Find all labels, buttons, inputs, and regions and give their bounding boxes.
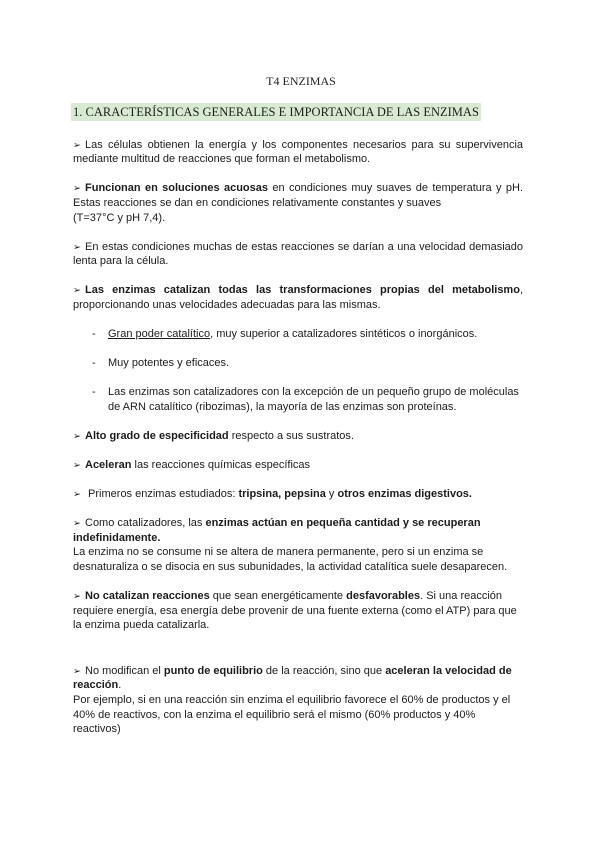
- bold-text: Las enzimas catalizan todas las transformaciones propias del metabolismo: [85, 284, 520, 297]
- paragraph-text: . Si una reacción requiere energía, esa energía debe provenir de una fuente externa (como el ATP) para que la enzima pueda catalizarla.: [73, 590, 517, 632]
- paragraph-enzymes-catalyze: [73, 283, 523, 312]
- bold-text: enzimas actúan en pequeña cantidad y se recuperan indefinidamente.: [73, 517, 481, 544]
- paragraph-specificity: [73, 429, 523, 444]
- bold-text: desfavorables: [346, 590, 421, 603]
- paragraph-equilibrium: [73, 664, 523, 737]
- paragraph-aqueous-solutions: [73, 181, 523, 225]
- bold-text: Aceleran: [85, 459, 132, 471]
- paragraph-catalysts-recovered: [73, 516, 523, 574]
- paragraph-text: Por ejemplo, si en una reacción sin enzima el equilibrio favorece el 60% de productos y el 40% de reactivos, con la enzima el equilibrio será el mismo (60% productos y 40% reactivos): [73, 694, 511, 736]
- paragraph-metabolism: [73, 138, 523, 167]
- dash-bullet: -: [92, 357, 96, 370]
- paragraph-text: .: [118, 679, 122, 692]
- arrow-bullet-icon: ➢: [73, 241, 81, 253]
- paragraph-text: y: [325, 488, 338, 501]
- dash-bullet: -: [92, 386, 96, 399]
- document-page: [73, 74, 523, 751]
- paragraph-text: que sean energéticamente: [209, 590, 347, 603]
- bold-text: punto de equilibrio: [163, 664, 263, 677]
- dash-bullet: -: [92, 328, 96, 341]
- list-item-text: , muy superior a catalizadores sintéticos o inorgánicos.: [210, 328, 478, 341]
- paragraph-text: Como catalizadores, las: [85, 517, 206, 530]
- list-item-potent: [73, 356, 523, 371]
- arrow-bullet-icon: ➢: [73, 460, 81, 471]
- paragraph-unfavorable-reactions: [73, 589, 523, 633]
- paragraph-text: La enzima no se consume ni se altera de manera permanente, pero si un enzima se desnaturaliza o se disocia en sus subunidades, la actividad catalítica suele desaparecen.: [73, 546, 508, 573]
- list-item-catalytic-power: [73, 327, 523, 342]
- arrow-bullet-icon: ➢: [73, 591, 81, 603]
- arrow-bullet-icon: ➢: [73, 489, 81, 501]
- paragraph-slow-reactions: [73, 240, 523, 269]
- bold-text: otros enzimas digestivos.: [337, 488, 472, 501]
- list-item-ribozymes: [73, 385, 523, 414]
- paragraph-text: (T=37°C y pH 7,4).: [73, 211, 166, 224]
- arrow-bullet-icon: ➢: [73, 285, 81, 297]
- paragraph-first-enzymes: [73, 487, 523, 502]
- paragraph-text: respecto a sus sustratos.: [228, 429, 354, 442]
- paragraph-text: Las células obtienen la energía y los componentes necesarios para su supervivencia mediante multitud de reacciones que forman el metabolismo.: [73, 138, 523, 166]
- arrow-bullet-icon: ➢: [73, 518, 81, 530]
- paragraph-text: , proporcionando unas velocidades adecuadas para las mismas.: [73, 284, 523, 311]
- bold-text: tripsina, pepsina: [238, 488, 326, 501]
- paragraph-text: en condiciones muy suaves de temperatura y pH. Estas reacciones se dan en condiciones relativamente constantes y suaves: [73, 182, 523, 209]
- paragraph-text: de la reacción, sino que: [262, 664, 386, 677]
- paragraph-text: En estas condiciones muchas de estas reacciones se darían a una velocidad demasiado lenta para la célula.: [73, 240, 523, 268]
- list-item-text: Las enzimas son catalizadores con la excepción de un pequeño grupo de moléculas de ARN catalítico (ribozimas), la mayoría de las enzimas son proteínas.: [108, 386, 519, 413]
- paragraph-accelerate: [73, 458, 523, 473]
- paragraph-text: Primeros enzimas estudiados:: [85, 488, 239, 501]
- arrow-bullet-icon: ➢: [73, 139, 81, 151]
- underlined-text: Gran poder catalítico: [108, 328, 211, 341]
- section-heading-text: 1. CARACTERÍSTICAS GENERALES E IMPORTANCIA DE LAS ENZIMAS: [73, 105, 479, 119]
- paragraph-text: No modifican el: [85, 664, 164, 677]
- bold-text: Funcionan en soluciones acuosas: [85, 182, 269, 195]
- bold-text: aceleran la velocidad de reacción: [73, 664, 512, 692]
- section-heading: [73, 103, 523, 121]
- bold-text: No catalizan reacciones: [85, 590, 210, 603]
- document-title: T4 ENZIMAS: [266, 74, 336, 88]
- arrow-bullet-icon: ➢: [73, 183, 81, 195]
- arrow-bullet-icon: ➢: [73, 430, 81, 442]
- bold-text: Alto grado de especificidad: [85, 429, 229, 442]
- paragraph-text: las reacciones químicas específicas: [131, 459, 311, 471]
- arrow-bullet-icon: ➢: [73, 665, 81, 677]
- list-item-text: Muy potentes y eficaces.: [108, 357, 230, 370]
